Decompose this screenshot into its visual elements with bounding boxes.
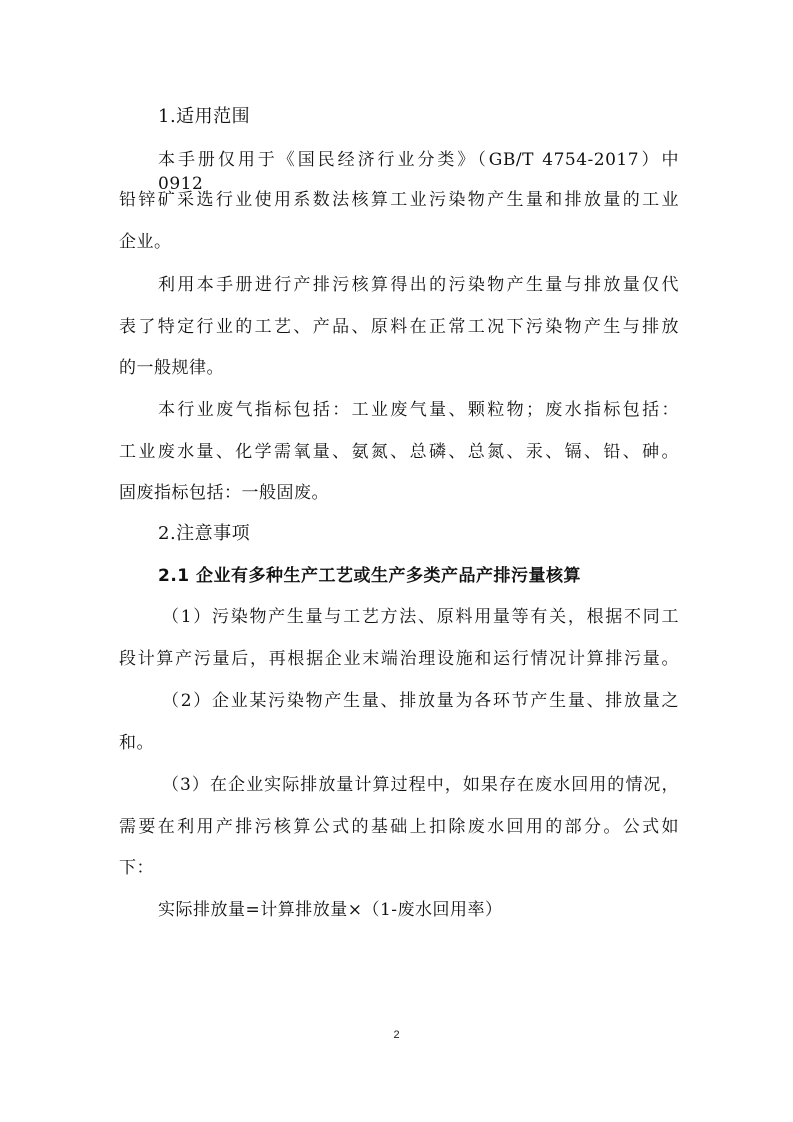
paragraph-line: 利用本手册进行产排污核算得出的污染物产生量与排放量仅代	[158, 275, 679, 295]
paragraph-line: （1）污染物产生量与工艺方法、原料用量等有关，根据不同工	[162, 607, 679, 627]
paragraph-line: 和。	[119, 733, 154, 753]
page-number: 2	[393, 1029, 400, 1041]
paragraph-line: （3）在企业实际排放量计算过程中，如果存在废水回用的情况，	[162, 775, 679, 795]
paragraph-line: 的一般规律。	[119, 358, 224, 378]
paragraph-line: 铅锌矿采选行业使用系数法核算工业污染物产生量和排放量的工业	[119, 190, 679, 210]
paragraph-line: 固废指标包括：一般固废。	[119, 483, 329, 503]
formula-line: 实际排放量=计算排放量×（1-废水回用率）	[158, 900, 503, 920]
paragraph-line: （2）企业某污染物产生量、排放量为各环节产生量、排放量之	[162, 691, 679, 711]
paragraph-line: 本手册仅用于《国民经济行业分类》（GB/T 4754-2017）中 0912	[158, 150, 679, 194]
subsection-heading: 2.1 企业有多种生产工艺或生产多类产品产排污量核算	[158, 566, 582, 586]
section-heading-notes: 2.注意事项	[158, 523, 251, 544]
paragraph-line: 本行业废气指标包括：工业废气量、颗粒物；废水指标包括：	[158, 400, 679, 420]
paragraph-line: 表了特定行业的工艺、产品、原料在正常工况下污染物产生与排放	[119, 317, 679, 337]
paragraph-line: 企业。	[119, 232, 172, 252]
paragraph-line: 需要在利用产排污核算公式的基础上扣除废水回用的部分。公式如	[119, 817, 679, 837]
paragraph-line: 下：	[119, 858, 154, 878]
paragraph-line: 段计算产污量后，再根据企业末端治理设施和运行情况计算排污量。	[119, 649, 679, 669]
section-heading-scope: 1.适用范围	[158, 106, 251, 127]
paragraph-line: 工业废水量、化学需氧量、氨氮、总磷、总氮、汞、镉、铅、砷。	[119, 442, 679, 462]
